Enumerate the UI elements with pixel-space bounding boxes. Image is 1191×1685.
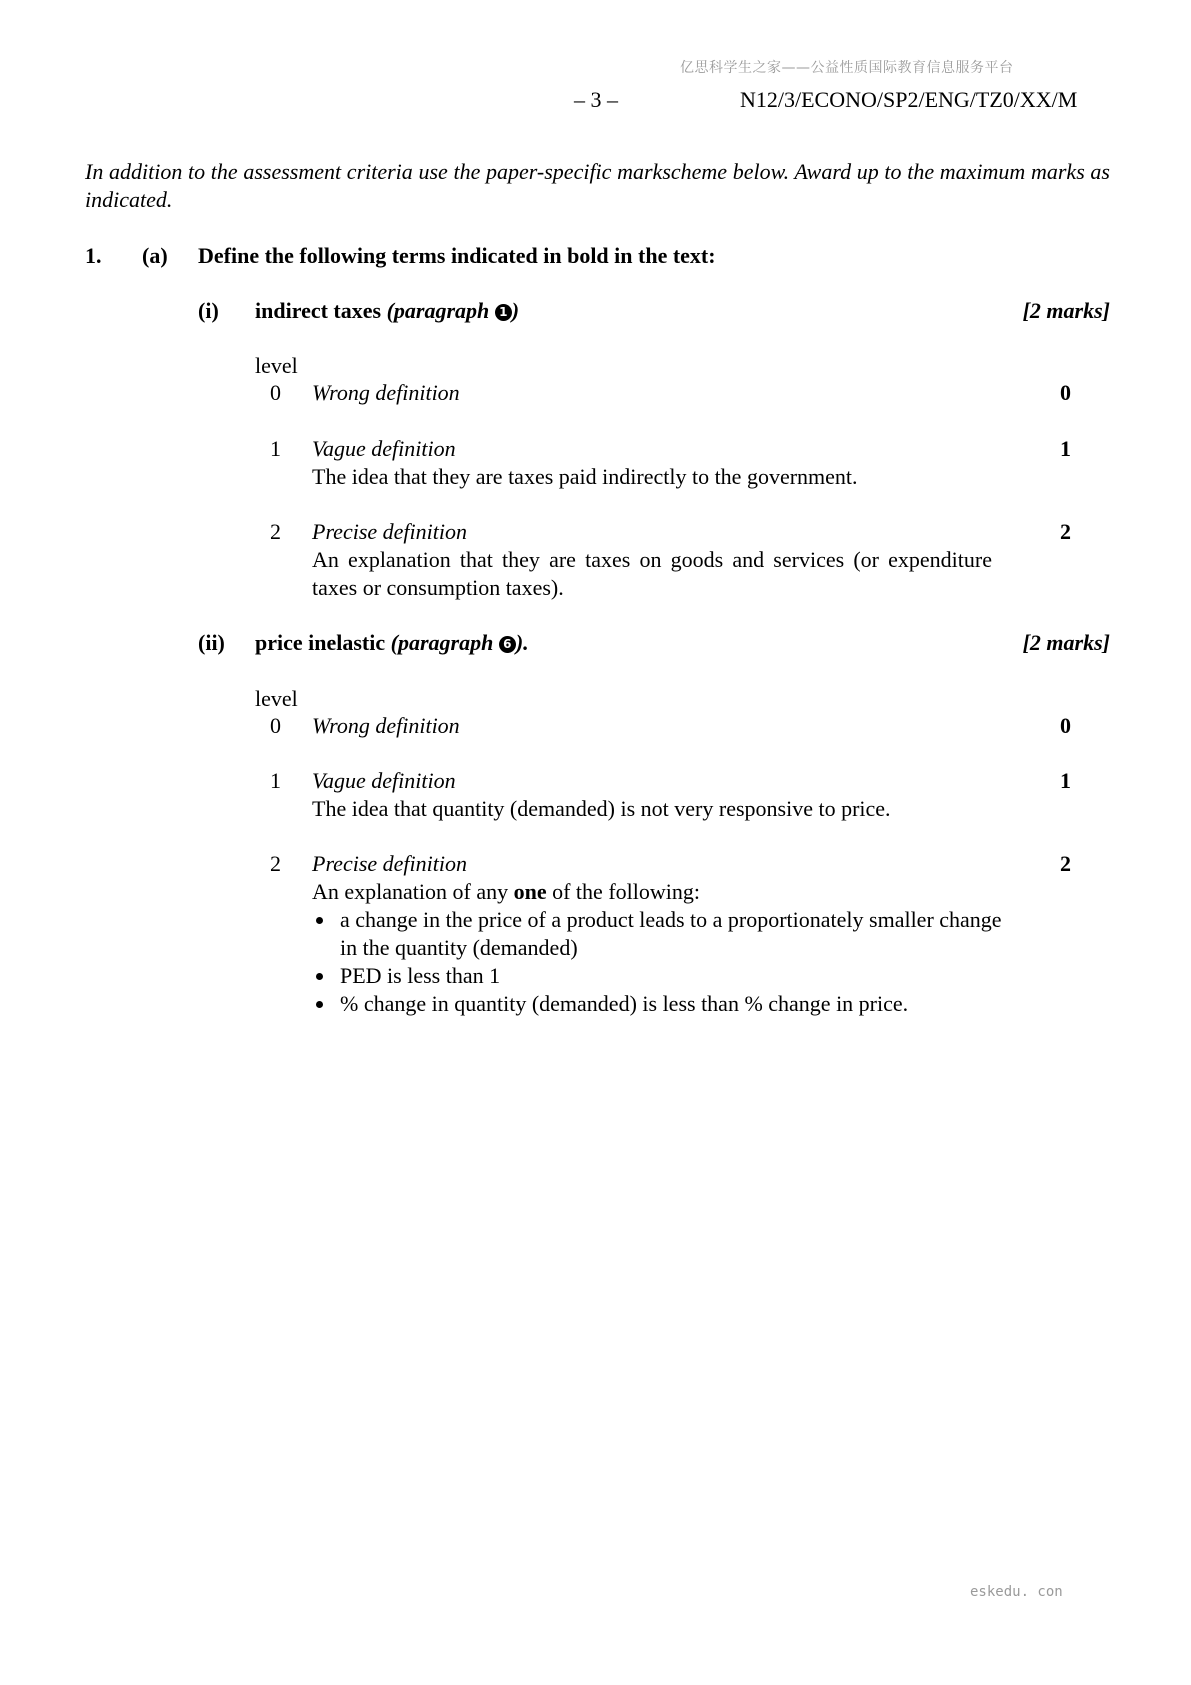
list-item: a change in the price of a product leads to a proportionately smaller change in the quantity (demanded) (312, 906, 1012, 962)
paragraph-ref: (paragraph (390, 630, 499, 655)
level-description: The idea that they are taxes paid indirectly to the government. (312, 464, 858, 489)
question-part: (a) (142, 243, 168, 268)
level-title: Precise definition (312, 851, 467, 876)
level-title: Vague definition (312, 768, 456, 793)
document-code: N12/3/ECONO/SP2/ENG/TZ0/XX/M (740, 87, 1078, 112)
item-label: (ii) (198, 630, 225, 655)
level-mark: 1 (1060, 768, 1071, 793)
level-mark: 0 (1060, 713, 1071, 738)
question-number: 1. (85, 243, 102, 268)
level-title: Precise definition (312, 519, 467, 544)
bullet-list (312, 906, 1012, 1018)
item-term: indirect taxes (255, 298, 382, 323)
circled-number-icon: 1 (495, 304, 512, 321)
paragraph-close: ) (511, 298, 520, 323)
question-title: Define the following terms indicated in bold in the text: (198, 243, 716, 268)
level-header: level (255, 686, 298, 711)
paragraph-close: ). (515, 630, 529, 655)
level-mark: 2 (1060, 519, 1071, 544)
level-description: The idea that quantity (demanded) is not very responsive to price. (312, 796, 891, 821)
item-term-line (255, 629, 529, 657)
paragraph-ref: (paragraph (386, 298, 495, 323)
level-number: 1 (270, 436, 281, 461)
watermark-top: 亿思科学生之家——公益性质国际教育信息服务平台 (680, 60, 1014, 76)
item-term: price inelastic (255, 630, 386, 655)
level-title: Wrong definition (312, 713, 460, 738)
level-number: 2 (270, 519, 281, 544)
level-description: An explanation that they are taxes on goods and services (or expenditure taxes or consumption taxes). (312, 547, 992, 600)
marks-label: [2 marks] (1022, 630, 1110, 655)
description-text: An explanation of any (312, 879, 514, 904)
marks-label: [2 marks] (1022, 298, 1110, 323)
level-number: 1 (270, 768, 281, 793)
circled-number-icon: 6 (499, 636, 516, 653)
level-description (312, 878, 1012, 1018)
item-term-line (255, 297, 519, 325)
item-label: (i) (198, 298, 219, 323)
level-number: 2 (270, 851, 281, 876)
level-number: 0 (270, 713, 281, 738)
description-emphasis: one (513, 879, 547, 904)
list-item: PED is less than 1 (312, 962, 1012, 990)
level-header: level (255, 353, 298, 378)
level-title: Vague definition (312, 436, 456, 461)
description-text: of the following: (546, 879, 700, 904)
level-title: Wrong definition (312, 380, 460, 405)
list-item: % change in quantity (demanded) is less than % change in price. (312, 990, 1012, 1018)
level-mark: 2 (1060, 851, 1071, 876)
level-mark: 1 (1060, 436, 1071, 461)
intro-instructions: In addition to the assessment criteria use the paper-specific markscheme below. Award up to the maximum marks as indicated. (85, 159, 1110, 212)
watermark-bottom: eskedu. con (970, 1584, 1063, 1600)
level-mark: 0 (1060, 380, 1071, 405)
page-number: – 3 – (574, 87, 618, 112)
level-number: 0 (270, 380, 281, 405)
